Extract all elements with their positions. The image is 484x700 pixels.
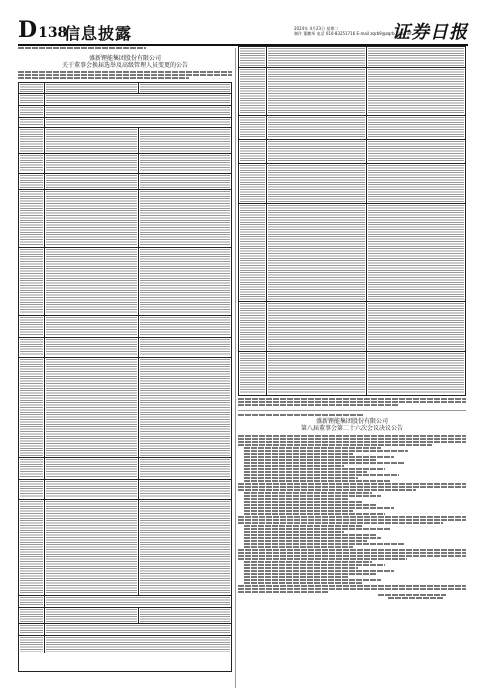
table-row — [19, 499, 231, 595]
right-article-company: 盛新锂能集团股份有限公司 — [315, 418, 388, 425]
table-row — [239, 203, 465, 301]
header-contact: 制作 董鹏举 电话 010-83251716 E-mail zqrb9@zqrb.sina.net — [294, 31, 412, 36]
table-row — [19, 479, 231, 499]
table-row — [239, 139, 465, 163]
column-divider — [235, 48, 236, 688]
table-row — [19, 93, 231, 105]
table-row — [239, 301, 465, 351]
table-row — [19, 83, 231, 93]
table-row — [19, 247, 231, 315]
page-number — [18, 18, 67, 42]
table-row — [19, 127, 231, 153]
left-article-company: 盛新锂能集团股份有限公司 — [88, 55, 161, 62]
table-row — [19, 173, 231, 189]
left-column — [18, 46, 232, 688]
table-row — [19, 623, 231, 635]
header-date: 2024年 4月23日 星期二 — [294, 26, 339, 31]
table-row — [19, 635, 231, 653]
table-row — [19, 117, 231, 127]
table-row — [19, 315, 231, 337]
table-row — [239, 47, 465, 67]
left-article-title: 关于董事会换届选举及高级管理人员变更的公告 — [61, 62, 188, 69]
table-row — [19, 337, 231, 357]
left-stock-code — [18, 47, 232, 55]
page-header — [18, 18, 468, 46]
page-number-digits: 138 — [38, 25, 68, 41]
right-article-title: 第八届董事会第二十六次会议决议公告 — [300, 425, 403, 432]
table-row — [19, 357, 231, 457]
right-column — [238, 46, 466, 688]
table-row — [19, 607, 231, 623]
table-row — [19, 595, 231, 607]
right-stock-code — [238, 410, 466, 418]
right-table-notes — [238, 398, 466, 406]
table-row — [19, 457, 231, 479]
section-title: 信息披露 — [64, 24, 133, 43]
table-row — [239, 115, 465, 139]
masthead-logo: 证券日报 — [392, 22, 468, 43]
table-row — [239, 67, 465, 115]
right-comparison-table — [238, 46, 466, 396]
left-comparison-table — [18, 82, 232, 672]
table-row — [239, 163, 465, 203]
page-number-letter: D — [18, 17, 38, 43]
table-row — [19, 189, 231, 247]
table-row — [239, 351, 465, 395]
table-row — [19, 105, 231, 117]
table-row — [19, 153, 231, 173]
right-article-body — [238, 435, 466, 599]
left-article-intro — [18, 71, 232, 79]
